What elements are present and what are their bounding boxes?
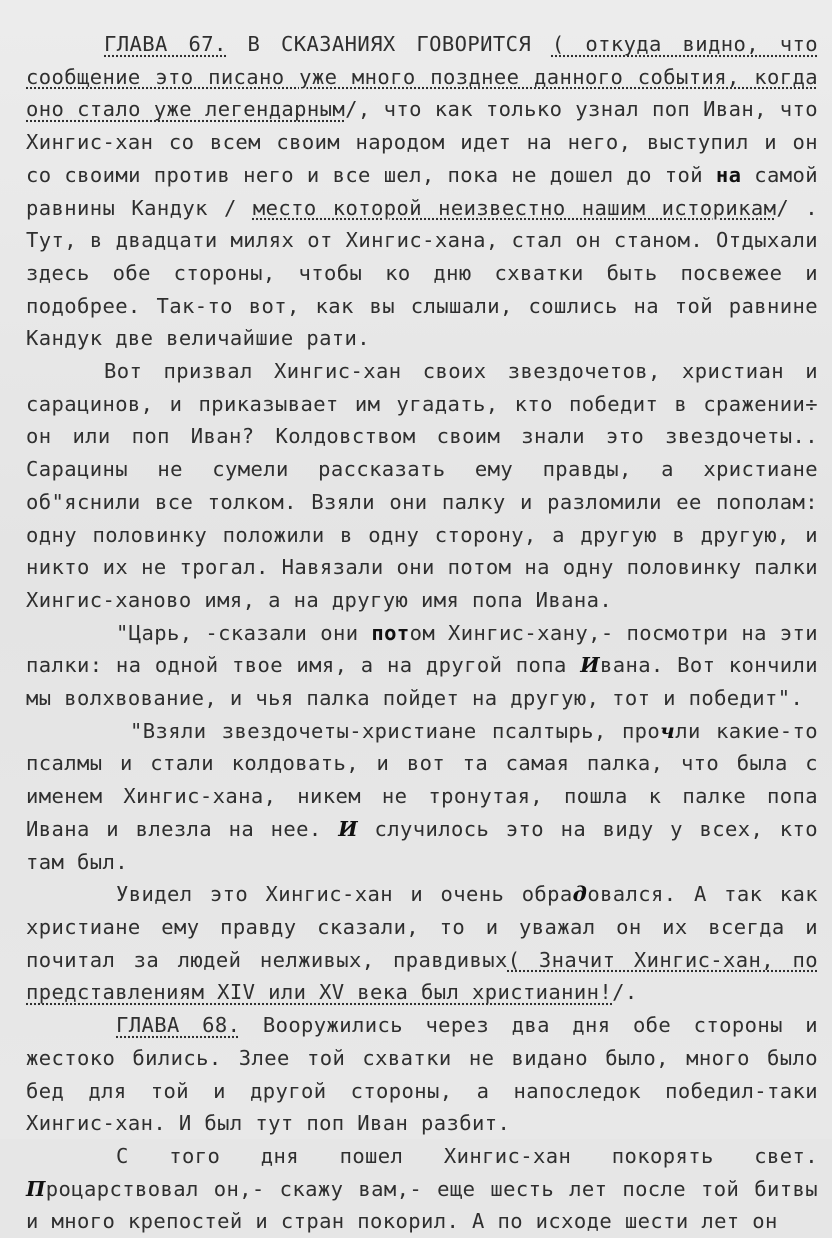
p4-c: случилось это на виду у всех, кто там был. — [26, 816, 818, 874]
p3-c: вана. Вот кончили мы волхвование, и чья палка пойдет на другую, тот и победит". — [26, 653, 818, 711]
paragraph-2: Вот призвал Хингис-хан своих звездочетов, христиан и сарацинов, и приказывает им угадать, кто победит в сражении÷ он или поп Иван? Колдовством своим знали это звездочеты.. Сарацины не сумели рассказать ему правды, а христиане об"яснили все толком. Взяли они палку и разломили ее пополам: одну половинку положили в одну сторону, а другую в другую, и никто их не трогал. Навязали они потом на одну половинку палки Хингис-ханово имя, а на другую имя попа Ивана. — [26, 359, 818, 612]
p4-a: "Взяли звездочеты-христиане псалтырь, про — [130, 718, 661, 743]
p1-annotation-2: место которой неизвестно нашим историкам — [252, 195, 777, 220]
p3-handwritten-correction: И — [580, 653, 600, 678]
p5-a: Увидел это Хингис-хан и очень обра — [116, 882, 573, 907]
paragraph-4 — [26, 715, 818, 879]
p6-text: Вооружились через два дня обе стороны и жестоко бились. Злее той схватки не видано было, много было бед для той и другой стороны, а напоследок победил-таки Хингис-хан. И был тут поп Иван разбит. — [26, 1013, 818, 1136]
p3-a: "Царь, -сказали они — [116, 620, 372, 645]
paragraph-1 — [26, 28, 818, 355]
paragraph-5 — [26, 878, 818, 1009]
p1-mid2: самой равнины Кандук / — [26, 162, 818, 220]
chapter-heading-67: ГЛАВА 67. — [104, 32, 227, 56]
p5-handwritten-correction: д — [572, 882, 588, 907]
paragraph-7 — [26, 1140, 818, 1238]
chapter-heading-68: ГЛАВА 68. — [116, 1013, 241, 1038]
p5-annotation: ( Значит Хингис-хан, по представлениям XIV или XV века был христианин! — [26, 947, 818, 1005]
p4-handwritten-correction-2: И — [338, 816, 358, 841]
document-body — [26, 28, 818, 1238]
p3-struck-text: пот — [371, 620, 410, 645]
p3-b: ом Хингис-хану,- посмотри на эти палки: на одной твое имя, а на другой попа — [26, 620, 818, 678]
p1-mid: /, что как только узнал поп Иван, что Хингис-хан со всем своим народом идет на него, выступил и он со своими против него и все шел, пока не дошел до той — [26, 97, 818, 187]
p7-b: роцарствовал он,- скажу вам,- еще шесть лет после той битвы и много крепостей и стран покорил. А по исходе шести лет он — [26, 1176, 818, 1234]
p4-handwritten-correction: ч — [660, 718, 676, 743]
p1-annotation-1: ( откуда видно, что сообщение это писано уже много позднее данного события, когда оно стало уже легендарным — [26, 32, 818, 122]
paragraph-6 — [26, 1009, 818, 1140]
p1-tail: / . Тут, в двадцати милях от Хингис-хана, стал он станом. Отдыхали здесь обе стороны, чтобы ко дню схватки быть посвежее и подобрее. Так-то вот, как вы слышали, сошлись на той равнине Кандук две величайшие рати. — [26, 195, 819, 351]
p7-handwritten-correction: П — [26, 1176, 46, 1201]
paragraph-3 — [26, 617, 818, 715]
p4-b: ли какие-то псалмы и стали колдовать, и вот та самая палка, что была с именем Хингис-хана, никем не тронутая, пошла к палке попа Ивана и влезла на нее. — [26, 718, 818, 841]
p5-b: овался. А так как христиане ему правду сказали, то и уважал он их всегда и почитал за людей нелживых, правдивых — [26, 882, 818, 972]
p1-lead: В СКАЗАНИЯХ ГОВОРИТСЯ — [226, 32, 552, 56]
p1-struck-text: на — [715, 162, 742, 187]
p5-c: /. — [612, 980, 638, 1005]
p7-a: С того дня пошел Хингис-хан покорять свет. — [116, 1143, 818, 1168]
